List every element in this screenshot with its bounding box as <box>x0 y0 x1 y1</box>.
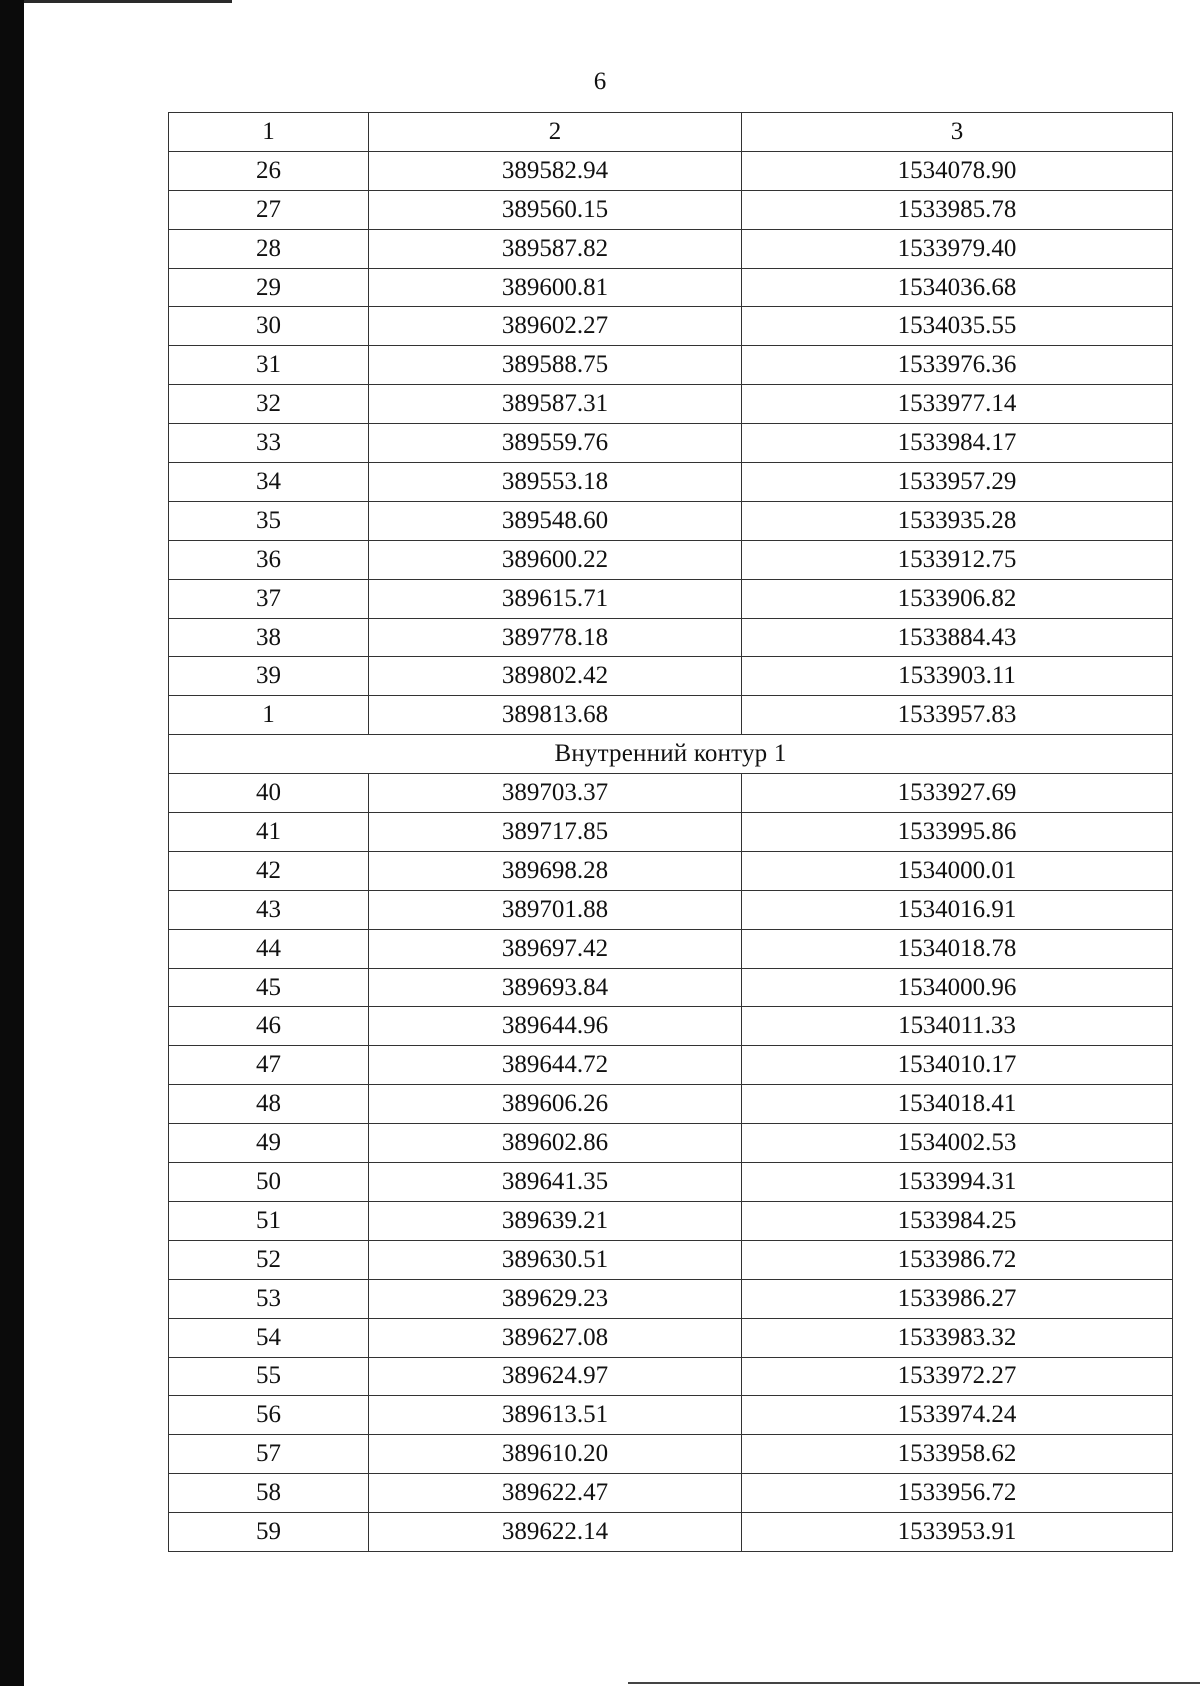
y-coordinate-cell: 1534011.33 <box>742 1007 1173 1046</box>
y-coordinate-cell: 1533984.25 <box>742 1201 1173 1240</box>
y-coordinate-cell: 1534002.53 <box>742 1124 1173 1163</box>
table-row <box>169 813 1173 852</box>
point-number-cell: 54 <box>169 1318 369 1357</box>
table-row <box>169 1007 1173 1046</box>
y-coordinate-cell: 1533935.28 <box>742 501 1173 540</box>
y-coordinate-cell: 1534078.90 <box>742 151 1173 190</box>
table-row <box>169 1435 1173 1474</box>
point-number-cell: 26 <box>169 151 369 190</box>
point-number-cell: 27 <box>169 190 369 229</box>
table-row <box>169 1396 1173 1435</box>
y-coordinate-cell: 1533956.72 <box>742 1474 1173 1513</box>
point-number-cell: 36 <box>169 540 369 579</box>
table-row <box>169 968 1173 1007</box>
table-row <box>169 1085 1173 1124</box>
header-cell-2: 2 <box>369 113 742 152</box>
y-coordinate-cell: 1534018.78 <box>742 929 1173 968</box>
y-coordinate-cell: 1534018.41 <box>742 1085 1173 1124</box>
x-coordinate-cell: 389622.14 <box>369 1513 742 1552</box>
table-row <box>169 696 1173 735</box>
point-number-cell: 45 <box>169 968 369 1007</box>
y-coordinate-cell: 1533977.14 <box>742 385 1173 424</box>
table-row <box>169 385 1173 424</box>
point-number-cell: 31 <box>169 346 369 385</box>
table-row <box>169 268 1173 307</box>
point-number-cell: 28 <box>169 229 369 268</box>
table-header-row <box>169 113 1173 152</box>
table-row <box>169 346 1173 385</box>
point-number-cell: 55 <box>169 1357 369 1396</box>
y-coordinate-cell: 1533958.62 <box>742 1435 1173 1474</box>
point-number-cell: 57 <box>169 1435 369 1474</box>
point-number-cell: 48 <box>169 1085 369 1124</box>
point-number-cell: 50 <box>169 1163 369 1202</box>
y-coordinate-cell: 1534010.17 <box>742 1046 1173 1085</box>
header-cell-3: 3 <box>742 113 1173 152</box>
table-row <box>169 929 1173 968</box>
point-number-cell: 52 <box>169 1240 369 1279</box>
point-number-cell: 51 <box>169 1201 369 1240</box>
x-coordinate-cell: 389602.86 <box>369 1124 742 1163</box>
table-row <box>169 1201 1173 1240</box>
x-coordinate-cell: 389559.76 <box>369 424 742 463</box>
point-number-cell: 44 <box>169 929 369 968</box>
table-row <box>169 1163 1173 1202</box>
x-coordinate-cell: 389622.47 <box>369 1474 742 1513</box>
header-cell-1: 1 <box>169 113 369 152</box>
point-number-cell: 43 <box>169 890 369 929</box>
table-row <box>169 190 1173 229</box>
x-coordinate-cell: 389639.21 <box>369 1201 742 1240</box>
point-number-cell: 41 <box>169 813 369 852</box>
x-coordinate-cell: 389613.51 <box>369 1396 742 1435</box>
y-coordinate-cell: 1533979.40 <box>742 229 1173 268</box>
y-coordinate-cell: 1533986.27 <box>742 1279 1173 1318</box>
point-number-cell: 39 <box>169 657 369 696</box>
section-row <box>169 735 1173 774</box>
table-row <box>169 1318 1173 1357</box>
y-coordinate-cell: 1533983.32 <box>742 1318 1173 1357</box>
x-coordinate-cell: 389560.15 <box>369 190 742 229</box>
point-number-cell: 40 <box>169 774 369 813</box>
coordinates-table-body <box>169 113 1173 1552</box>
table-row <box>169 540 1173 579</box>
y-coordinate-cell: 1533985.78 <box>742 190 1173 229</box>
point-number-cell: 53 <box>169 1279 369 1318</box>
x-coordinate-cell: 389587.82 <box>369 229 742 268</box>
x-coordinate-cell: 389588.75 <box>369 346 742 385</box>
point-number-cell: 34 <box>169 463 369 502</box>
y-coordinate-cell: 1533927.69 <box>742 774 1173 813</box>
x-coordinate-cell: 389582.94 <box>369 151 742 190</box>
scan-border-left <box>0 0 24 1686</box>
point-number-cell: 58 <box>169 1474 369 1513</box>
table-row <box>169 463 1173 502</box>
y-coordinate-cell: 1533903.11 <box>742 657 1173 696</box>
y-coordinate-cell: 1533995.86 <box>742 813 1173 852</box>
table-row <box>169 307 1173 346</box>
y-coordinate-cell: 1534000.96 <box>742 968 1173 1007</box>
y-coordinate-cell: 1533906.82 <box>742 579 1173 618</box>
x-coordinate-cell: 389627.08 <box>369 1318 742 1357</box>
page-number: 6 <box>593 68 607 95</box>
x-coordinate-cell: 389644.72 <box>369 1046 742 1085</box>
x-coordinate-cell: 389693.84 <box>369 968 742 1007</box>
scan-border-top <box>24 0 232 3</box>
point-number-cell: 32 <box>169 385 369 424</box>
y-coordinate-cell: 1533986.72 <box>742 1240 1173 1279</box>
y-coordinate-cell: 1534000.01 <box>742 851 1173 890</box>
y-coordinate-cell: 1533972.27 <box>742 1357 1173 1396</box>
section-title: Внутренний контур 1 <box>169 735 1173 774</box>
x-coordinate-cell: 389553.18 <box>369 463 742 502</box>
table-row <box>169 1357 1173 1396</box>
x-coordinate-cell: 389602.27 <box>369 307 742 346</box>
x-coordinate-cell: 389630.51 <box>369 1240 742 1279</box>
y-coordinate-cell: 1533957.83 <box>742 696 1173 735</box>
point-number-cell: 56 <box>169 1396 369 1435</box>
point-number-cell: 33 <box>169 424 369 463</box>
point-number-cell: 47 <box>169 1046 369 1085</box>
y-coordinate-cell: 1533957.29 <box>742 463 1173 502</box>
table-row <box>169 1046 1173 1085</box>
x-coordinate-cell: 389697.42 <box>369 929 742 968</box>
x-coordinate-cell: 389644.96 <box>369 1007 742 1046</box>
y-coordinate-cell: 1533884.43 <box>742 618 1173 657</box>
x-coordinate-cell: 389813.68 <box>369 696 742 735</box>
coordinates-table <box>168 112 1173 1552</box>
table-row <box>169 1240 1173 1279</box>
y-coordinate-cell: 1533912.75 <box>742 540 1173 579</box>
table-row <box>169 151 1173 190</box>
point-number-cell: 30 <box>169 307 369 346</box>
y-coordinate-cell: 1534036.68 <box>742 268 1173 307</box>
x-coordinate-cell: 389701.88 <box>369 890 742 929</box>
x-coordinate-cell: 389778.18 <box>369 618 742 657</box>
table-row <box>169 1279 1173 1318</box>
table-row <box>169 851 1173 890</box>
y-coordinate-cell: 1533974.24 <box>742 1396 1173 1435</box>
x-coordinate-cell: 389703.37 <box>369 774 742 813</box>
point-number-cell: 37 <box>169 579 369 618</box>
table-row <box>169 1124 1173 1163</box>
table-row <box>169 229 1173 268</box>
table-row <box>169 657 1173 696</box>
x-coordinate-cell: 389641.35 <box>369 1163 742 1202</box>
x-coordinate-cell: 389600.22 <box>369 540 742 579</box>
y-coordinate-cell: 1533976.36 <box>742 346 1173 385</box>
point-number-cell: 59 <box>169 1513 369 1552</box>
y-coordinate-cell: 1533984.17 <box>742 424 1173 463</box>
table-row <box>169 579 1173 618</box>
point-number-cell: 42 <box>169 851 369 890</box>
point-number-cell: 49 <box>169 1124 369 1163</box>
x-coordinate-cell: 389717.85 <box>369 813 742 852</box>
table-row <box>169 424 1173 463</box>
x-coordinate-cell: 389624.97 <box>369 1357 742 1396</box>
y-coordinate-cell: 1534016.91 <box>742 890 1173 929</box>
table-row <box>169 1513 1173 1552</box>
table-row <box>169 890 1173 929</box>
point-number-cell: 46 <box>169 1007 369 1046</box>
x-coordinate-cell: 389615.71 <box>369 579 742 618</box>
point-number-cell: 1 <box>169 696 369 735</box>
x-coordinate-cell: 389802.42 <box>369 657 742 696</box>
scan-border-bottom <box>628 1682 1200 1684</box>
x-coordinate-cell: 389629.23 <box>369 1279 742 1318</box>
point-number-cell: 38 <box>169 618 369 657</box>
point-number-cell: 29 <box>169 268 369 307</box>
y-coordinate-cell: 1533953.91 <box>742 1513 1173 1552</box>
x-coordinate-cell: 389610.20 <box>369 1435 742 1474</box>
y-coordinate-cell: 1534035.55 <box>742 307 1173 346</box>
y-coordinate-cell: 1533994.31 <box>742 1163 1173 1202</box>
table-row <box>169 1474 1173 1513</box>
x-coordinate-cell: 389548.60 <box>369 501 742 540</box>
x-coordinate-cell: 389698.28 <box>369 851 742 890</box>
table-row <box>169 618 1173 657</box>
table-row <box>169 774 1173 813</box>
x-coordinate-cell: 389600.81 <box>369 268 742 307</box>
x-coordinate-cell: 389587.31 <box>369 385 742 424</box>
x-coordinate-cell: 389606.26 <box>369 1085 742 1124</box>
point-number-cell: 35 <box>169 501 369 540</box>
table-row <box>169 501 1173 540</box>
